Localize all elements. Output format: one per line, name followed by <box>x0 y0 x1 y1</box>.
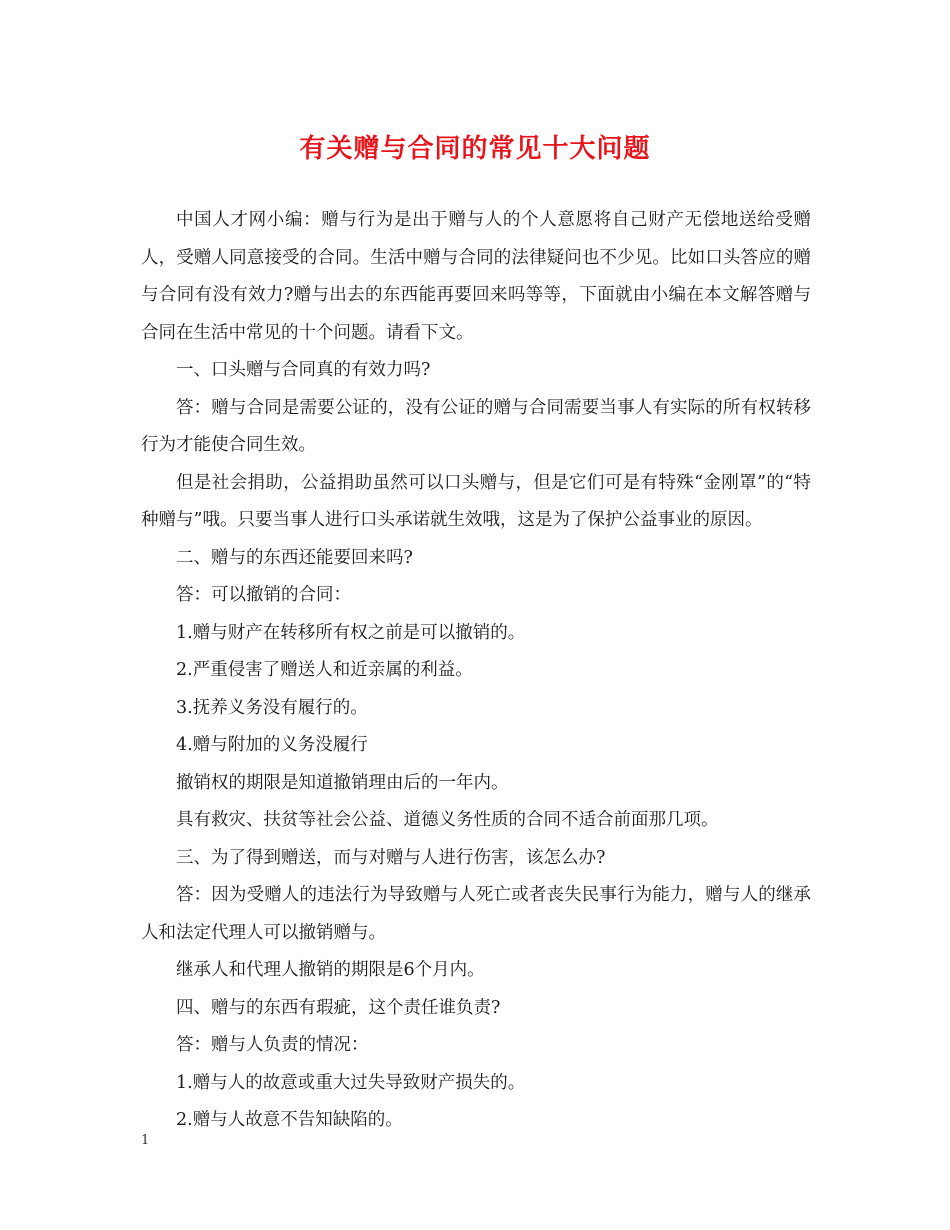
document-body <box>141 202 811 1140</box>
paragraph-q1-note: 但是社会捐助，公益捐助虽然可以口头赠与，但是它们可是有特殊“金刚罩”的“特种赠与”哦。只要当事人进行口头承诺就生效哦，这是为了保护公益事业的原因。 <box>141 472 811 530</box>
list-item: 1.赠与财产在转移所有权之前是可以撤销的。 <box>176 622 526 643</box>
paragraph-intro: 中国人才网小编：赠与行为是出于赠与人的个人意愿将自己财产无偿地送给受赠人，受赠人同意接受的合同。生活中赠与合同的法律疑问也不少见。比如口头答应的赠与合同有没有效力?赠与出去的东西能再要回来吗等等，下面就由小编在本文解答赠与合同在生活中常见的十个问题。请看下文。 <box>141 210 811 343</box>
list-item: 2.赠与人故意不告知缺陷的。 <box>176 1110 403 1130</box>
paragraph-q3-deadline: 继承人和代理人撤销的期限是6个月内。 <box>176 960 485 980</box>
list-item: 1.赠与人的故意或重大过失导致财产损失的。 <box>176 1072 526 1093</box>
paragraph-q4-answer: 答：赠与人负责的情况： <box>176 1035 369 1055</box>
list-item: 2.严重侵害了赠送人和近亲属的利益。 <box>176 660 473 680</box>
paragraph-q2-deadline: 撤销权的期限是知道撤销理由后的一年内。 <box>176 772 509 793</box>
paragraph-q4-heading: 四、赠与的东西有瑕疵，这个责任谁负责? <box>176 997 501 1018</box>
paragraph-q3-answer: 答：因为受赠人的违法行为导致赠与人死亡或者丧失民事行为能力，赠与人的继承人和法定代理人可以撤销赠与。 <box>141 885 811 943</box>
paragraph-q1-answer: 答：赠与合同是需要公证的，没有公证的赠与合同需要当事人有实际的所有权转移行为才能使合同生效。 <box>141 397 811 455</box>
page-number: 1 <box>141 1133 150 1148</box>
paragraph-q2-answer: 答：可以撤销的合同： <box>176 585 351 605</box>
list-item: 3.抚养义务没有履行的。 <box>176 697 368 718</box>
paragraph-q3-heading: 三、为了得到赠送，而与对赠与人进行伤害，该怎么办? <box>176 847 606 868</box>
paragraph-q2-exception: 具有救灾、扶贫等社会公益、道德义务性质的合同不适合前面那几项。 <box>176 810 719 830</box>
paragraph-q2-heading: 二、赠与的东西还能要回来吗? <box>176 547 413 568</box>
document-title: 有关赠与合同的常见十大问题 <box>299 134 651 164</box>
paragraph-q1-heading: 一、口头赠与合同真的有效力吗? <box>176 360 431 380</box>
list-item: 4.赠与附加的义务没履行 <box>176 735 368 755</box>
